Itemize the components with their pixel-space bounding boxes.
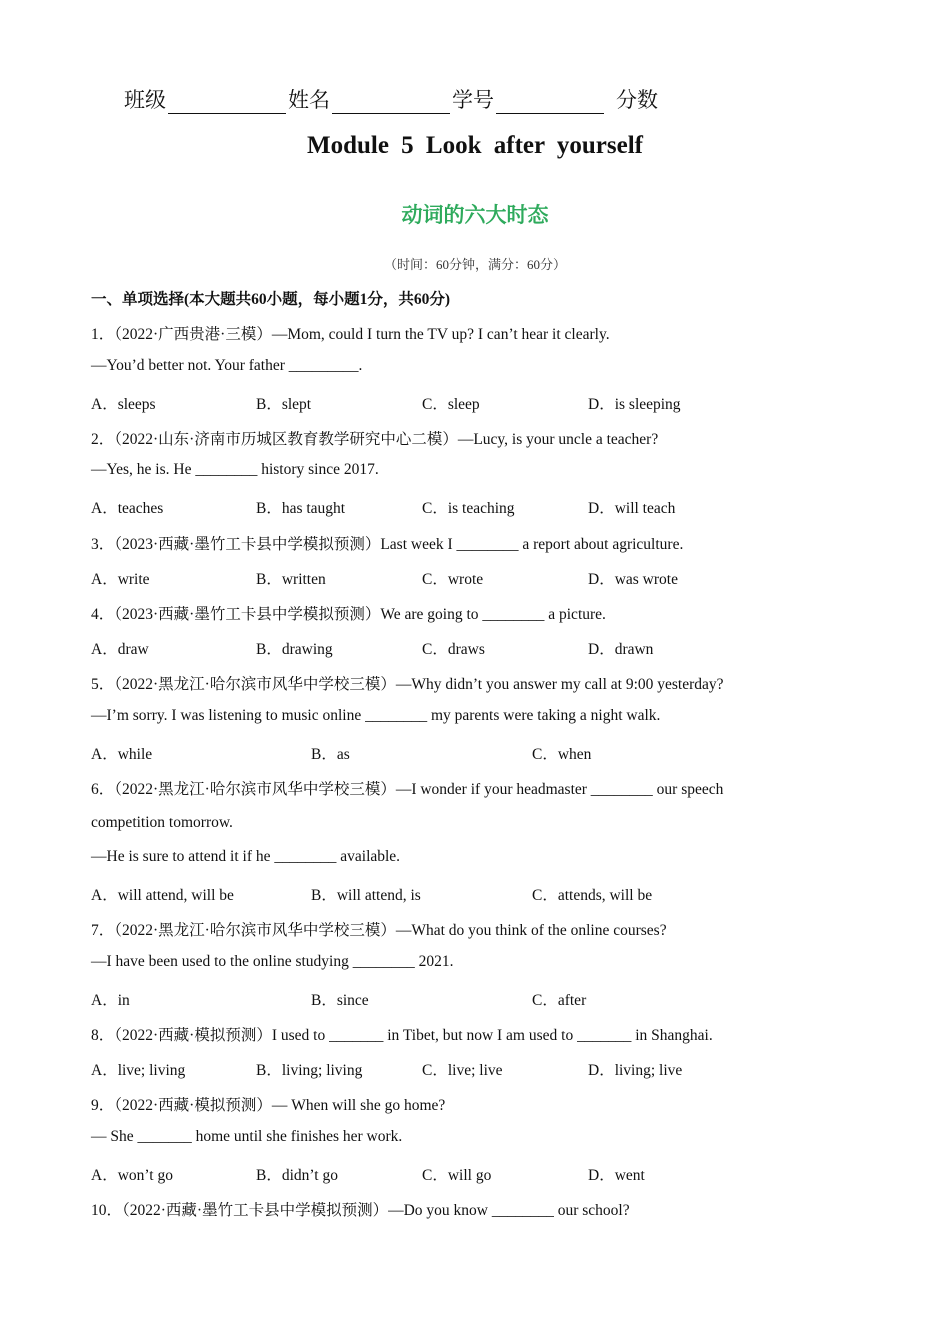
- question-7-option-c[interactable]: C．after: [532, 992, 587, 1009]
- question-7-line-2: —I have been used to the online studying ________ 2021.: [91, 953, 454, 970]
- question-4-option-d[interactable]: D．drawn: [588, 641, 654, 658]
- question-2-option-a[interactable]: A．teaches: [91, 500, 164, 517]
- student-id-blank[interactable]: [496, 91, 604, 114]
- class-label: 班级: [124, 88, 166, 112]
- question-1-line-2: —You’d better not. Your father _________.: [91, 357, 363, 374]
- question-2-option-d[interactable]: D．will teach: [588, 500, 676, 517]
- topic-subtitle: 动词的六大时态: [401, 203, 549, 227]
- question-9-option-a[interactable]: A．won’t go: [91, 1167, 173, 1184]
- question-5-stem: 5．（2022·黑龙江·哈尔滨市风华中学校三模）—Why didn’t you answer my call at 9:00 yesterday?: [91, 676, 724, 693]
- student-id-label: 学号: [452, 88, 494, 112]
- question-9-option-d[interactable]: D．went: [588, 1167, 645, 1184]
- question-9-line-2: — She _______ home until she finishes her work.: [91, 1128, 403, 1145]
- question-6-stem: 6．（2022·黑龙江·哈尔滨市风华中学校三模）—I wonder if your headmaster ________ our speech: [91, 781, 724, 798]
- question-6-line-2: competition tomorrow.: [91, 814, 233, 831]
- question-8-option-c[interactable]: C．live; live: [422, 1062, 503, 1079]
- question-1-option-d[interactable]: D．is sleeping: [588, 396, 681, 413]
- question-4-stem: 4．（2023·西藏·墨竹工卡县中学模拟预测）We are going to ________ a picture.: [91, 606, 606, 623]
- time-info: （时间：60分钟，满分：60分）: [383, 257, 566, 272]
- question-1-stem: 1．（2022·广西贵港·三模）—Mom, could I turn the TV up? I can’t hear it clearly.: [91, 326, 610, 343]
- question-4-option-a[interactable]: A．draw: [91, 641, 149, 658]
- question-5-option-b[interactable]: B．as: [311, 746, 350, 763]
- question-2-stem: 2．（2022·山东·济南市历城区教育教学研究中心二模）—Lucy, is your uncle a teacher?: [91, 431, 659, 448]
- question-2-option-c[interactable]: C．is teaching: [422, 500, 515, 517]
- question-9-option-c[interactable]: C．will go: [422, 1167, 492, 1184]
- question-1-option-a[interactable]: A．sleeps: [91, 396, 156, 413]
- question-4-option-b[interactable]: B．drawing: [256, 641, 333, 658]
- question-8-option-a[interactable]: A．live; living: [91, 1062, 186, 1079]
- student-info-line: [124, 84, 658, 114]
- question-7-option-b[interactable]: B．since: [311, 992, 369, 1009]
- question-5-line-2: —I’m sorry. I was listening to music online ________ my parents were taking a night walk.: [91, 707, 661, 724]
- question-1-option-c[interactable]: C．sleep: [422, 396, 480, 413]
- name-label: 姓名: [288, 88, 330, 112]
- question-3-option-a[interactable]: A．write: [91, 571, 150, 588]
- question-6-option-a[interactable]: A．will attend, will be: [91, 887, 234, 904]
- question-10-stem: 10．（2022·西藏·墨竹工卡县中学模拟预测）—Do you know ________ our school?: [91, 1202, 630, 1219]
- question-7-stem: 7．（2022·黑龙江·哈尔滨市风华中学校三模）—What do you think of the online courses?: [91, 922, 667, 939]
- question-2-line-2: —Yes, he is. He ________ history since 2017.: [91, 461, 379, 478]
- page-title: Module 5 Look after yourself: [306, 132, 643, 159]
- question-8-option-d[interactable]: D．living; live: [588, 1062, 683, 1079]
- question-2-option-b[interactable]: B．has taught: [256, 500, 346, 517]
- question-5-option-c[interactable]: C．when: [532, 746, 592, 763]
- question-1-option-b[interactable]: B．slept: [256, 396, 312, 413]
- question-3-option-d[interactable]: D．was wrote: [588, 571, 678, 588]
- question-9-stem: 9．（2022·西藏·模拟预测）— When will she go home?: [91, 1097, 446, 1114]
- name-blank[interactable]: [332, 91, 450, 114]
- question-8-option-b[interactable]: B．living; living: [256, 1062, 363, 1079]
- section-heading: 一、单项选择(本大题共60小题，每小题1分，共60分): [91, 291, 451, 308]
- question-6-option-c[interactable]: C．attends, will be: [532, 887, 653, 904]
- question-9-option-b[interactable]: B．didn’t go: [256, 1167, 338, 1184]
- question-3-stem: 3．（2023·西藏·墨竹工卡县中学模拟预测）Last week I ________ a report about agriculture.: [91, 536, 684, 553]
- question-3-option-b[interactable]: B．written: [256, 571, 326, 588]
- question-4-option-c[interactable]: C．draws: [422, 641, 485, 658]
- question-7-option-a[interactable]: A．in: [91, 992, 130, 1009]
- question-6-line-3: —He is sure to attend it if he ________ available.: [91, 848, 401, 865]
- score-label: 分数: [616, 88, 658, 112]
- question-5-option-a[interactable]: A．while: [91, 746, 153, 763]
- question-8-stem: 8．（2022·西藏·模拟预测）I used to _______ in Tibet, but now I am used to _______ in Shanghai.: [91, 1027, 713, 1044]
- class-blank[interactable]: [168, 91, 286, 114]
- question-6-option-b[interactable]: B．will attend, is: [311, 887, 421, 904]
- question-3-option-c[interactable]: C．wrote: [422, 571, 484, 588]
